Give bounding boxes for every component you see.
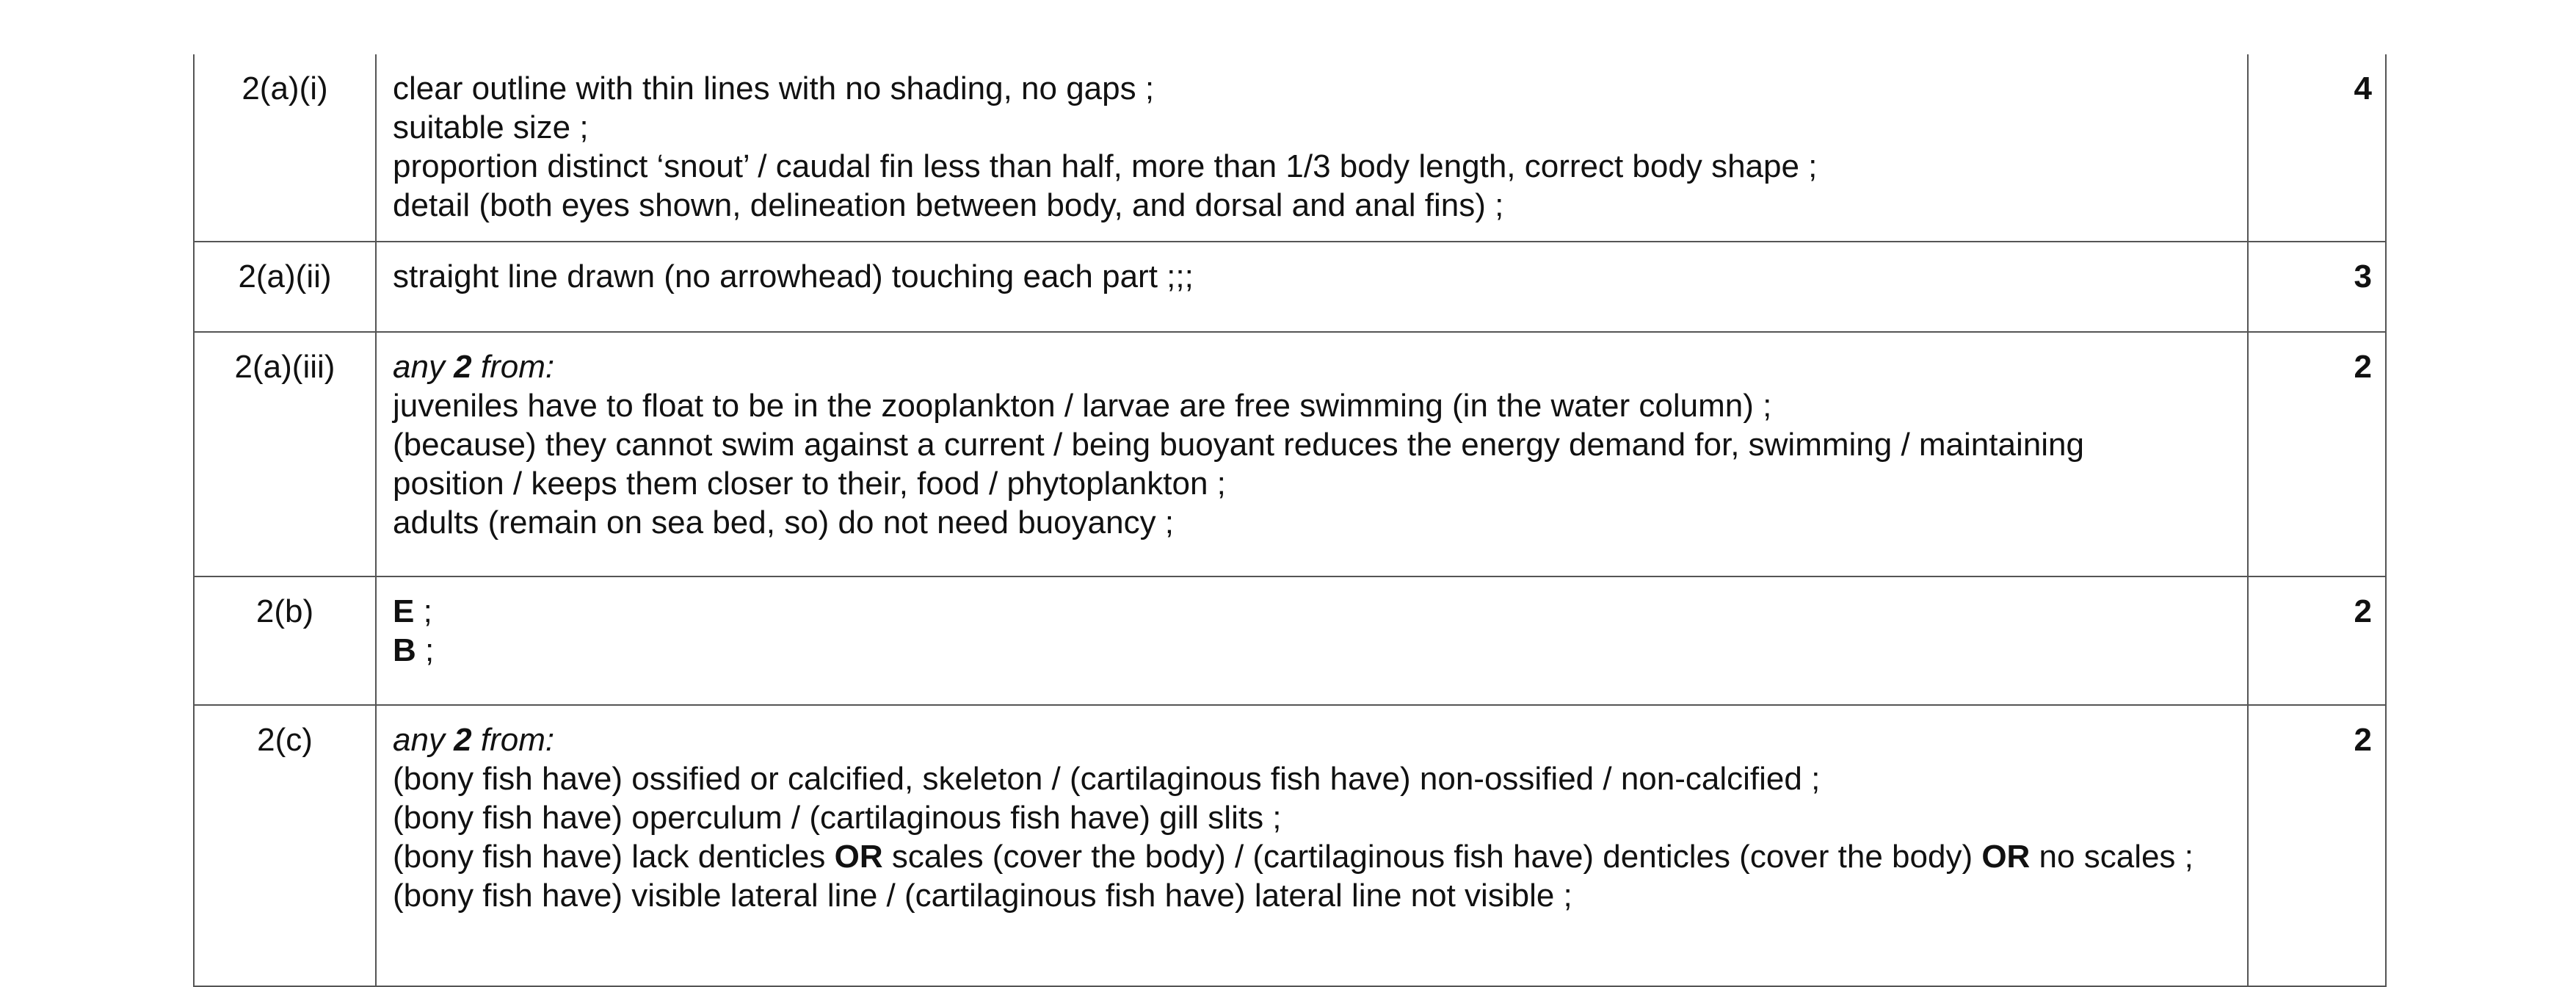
marks: 2 [2248,332,2386,576]
answer-line: (bony fish have) operculum / (cartilaginous fish have) gill slits ; [393,800,1282,836]
answer-line: juveniles have to float to be in the zooplankton / larvae are free swimming (in the water column) ; [393,388,1772,424]
question-number: 2(b) [194,576,376,705]
marks: 2 [2248,705,2386,986]
answer-line: detail (both eyes shown, delineation between body, and dorsal and anal fins) ; [393,187,1504,223]
answer-line: (because) they cannot swim against a current / being buoyant reduces the energy demand for, swimming / maintaining position / keeps them closer to their, food / phytoplankton ; [393,427,2084,502]
question-number: 2(a)(iii) [194,332,376,576]
table-row [194,576,2386,705]
marks: 3 [2248,242,2386,332]
marks: 4 [2248,54,2386,242]
answer-cell [376,705,2248,986]
table-row [194,332,2386,576]
question-number: 2(a)(ii) [194,242,376,332]
answer-cell [376,242,2248,332]
answer-line: suitable size ; [393,109,589,145]
answer-intro: any 2 from: [393,722,555,758]
question-number: 2(c) [194,705,376,986]
answer-cell [376,54,2248,242]
answer-line: adults (remain on sea bed, so) do not need buoyancy ; [393,505,1175,540]
answer-line: (bony fish have) visible lateral line / (cartilaginous fish have) lateral line not visible ; [393,878,1572,914]
answer-line: B ; [393,632,435,668]
table-row [194,54,2386,242]
answer-cell [376,576,2248,705]
answer-cell [376,332,2248,576]
answer-line: proportion distinct ‘snout’ / caudal fin less than half, more than 1/3 body length, correct body shape ; [393,148,1818,184]
answer-line: E ; [393,593,432,629]
question-number: 2(a)(i) [194,54,376,242]
marks: 2 [2248,576,2386,705]
table-row [194,705,2386,986]
answer-line: straight line drawn (no arrowhead) touching each part ;;; [393,258,1194,294]
mark-scheme-table [193,54,2387,987]
answer-intro: any 2 from: [393,349,555,385]
table-row [194,242,2386,332]
answer-line: clear outline with thin lines with no shading, no gaps ; [393,70,1155,106]
answer-line: (bony fish have) lack denticles OR scales (cover the body) / (cartilaginous fish have) denticles (cover the body) OR no scales ; [393,839,2194,875]
answer-line: (bony fish have) ossified or calcified, skeleton / (cartilaginous fish have) non-ossified / non-calcified ; [393,761,1821,797]
